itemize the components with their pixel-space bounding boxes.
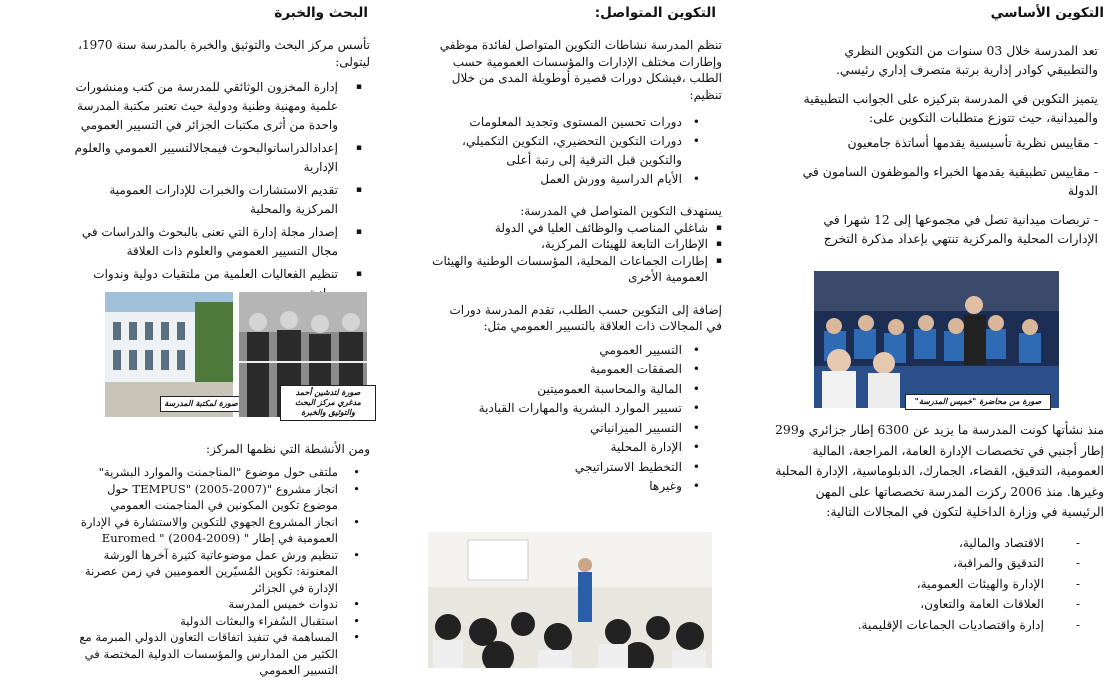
- research-title: البحث والخبرة: [274, 5, 368, 21]
- classroom-photo: [428, 532, 712, 668]
- list-item: ▪ إطارات الجماعات المحلية، المؤسسات الوطنية والهيئات العمومية الأخرى: [430, 253, 722, 286]
- classroom-photo-image: [428, 532, 712, 668]
- research-activities-list: [74, 464, 374, 679]
- list-item: ▪ تنظيم الفعاليات العلمية من ملتقيات دولية وندوات: [74, 265, 374, 303]
- continuing-targets-list: [430, 220, 722, 286]
- list-item: • استقبال السُفراء والبعثات الدولية: [74, 613, 374, 630]
- list-item: - الإدارة والهيئات العمومية،: [770, 574, 1110, 595]
- list-item: ▪ إعدادالدراساتوالبحوث فيمجالالتسيير العمومي والعلوم الإدارية: [74, 139, 374, 177]
- continuing-fields-list: [430, 341, 722, 497]
- list-item: • ندوات خميس المدرسة: [74, 596, 374, 613]
- list-item: - العلاقات العامة والتعاون،: [770, 594, 1110, 615]
- research-column: [74, 0, 374, 307]
- list-item: ▪ إصدار مجلة إدارة التي تعنى بالبحوث والدراسات في مجال التسيير العمومي والعلوم ذات العلاقة: [74, 223, 374, 261]
- list-item: • الأيام الدراسية وورش العمل: [430, 170, 722, 189]
- basic-training-title: التكوين الأساسي: [990, 5, 1104, 21]
- basic-theory-item: - مقاييس نظرية تأسيسية يقدمها أساتذة جامعيون: [847, 135, 1098, 150]
- list-item: • المساهمة في تنفيذ اتفاقات التعاون الدولي المبرمة مع الكثير من المدارس والمؤسسات الدولية المختصة في التسيير العمومي: [74, 629, 374, 679]
- continuing-training-column: [430, 0, 722, 497]
- continuing-request-intro: إضافة إلى التكوين حسب الطلب، تقدم المدرسة دورات في المجالات ذات العلاقة بالتسيير العمومي مثل:: [449, 302, 722, 333]
- list-item: • المالية والمحاسبة العموميتين: [430, 380, 722, 400]
- basic-areas-list: [770, 533, 1110, 636]
- continuing-training-title: التكوين المتواصل:: [594, 5, 716, 21]
- list-item: • تسيير الموارد البشرية والمهارات القيادية: [430, 399, 722, 419]
- continuing-courses-list: [430, 113, 722, 189]
- research-tasks-list: [74, 78, 374, 303]
- list-item: • الصفقات العمومية: [430, 360, 722, 380]
- list-item: • ملتقى حول موضوع "المناجمنت والموارد البشرية": [74, 464, 374, 481]
- library-photo-caption: صورة لمكتبة المدرسة: [160, 396, 242, 412]
- list-item: - إدارة واقتصاديات الجماعات الإقليمية.: [770, 615, 1110, 636]
- basic-intro: تعد المدرسة خلال 03 سنوات من التكوين النظري والتطبيقي كوادر إدارية برتبة متصرف إداري رئيسي.: [835, 43, 1098, 77]
- list-item: • التسيير الميزانياتي: [430, 419, 722, 439]
- list-item: • انجاز مشروع "TEMPUS" (2005-2007) حول موضوع تكوين المكونين في المناجمنت العمومي: [74, 481, 374, 514]
- list-item: • دورات التكوين التحضيري، التكوين التكميلي، والتكوين قبل الترقية إلى رتبة أعلى: [430, 132, 722, 170]
- research-activities-intro: ومن الأنشطة التي نظمها المركز:: [206, 442, 370, 456]
- basic-stats-text: منذ نشأتها كونت المدرسة ما يزيد عن 6300 إطار جزائري و299 إطار أجنبي في تخصصات الإدارة العامة، المراجعة، المالية العمومية، التدقيق، القضاء، الجمارك، الدبلوماسية، الإدارة المحلية وغيرها. منذ 2006 ركزت المدرسة تخصصاتها على المهن الرئيسية في وزارة الداخلية لتكون في المجالات التالية:: [775, 422, 1104, 519]
- continuing-targets-intro: يستهدف التكوين المتواصل في المدرسة:: [520, 204, 722, 218]
- list-item: - الاقتصاد والمالية،: [770, 533, 1110, 554]
- research-intro: تأسس مركز البحث والتوثيق والخبرة بالمدرسة سنة 1970، ليتولى:: [78, 38, 370, 69]
- list-item: ▪ تقديم الاستشارات والخبرات للإدارات العمومية المركزية والمحلية: [74, 181, 374, 219]
- list-item: - التدقيق والمراقبة،: [770, 553, 1110, 574]
- continuing-intro: تنظم المدرسة نشاطات التكوين المتواصل لفائدة موظفي وإطارات مختلف الإدارات والمؤسسات العمومية حسب الطلب ،فيشكل دورات قصيرة أوطويلة المدى من خلال تنظيم:: [439, 38, 722, 102]
- list-item: • انجاز المشروع الجهوي للتكوين والاستشارة في الإدارة العمومية في إطار " Euromed " (2004-2009): [74, 514, 374, 547]
- basic-applied-item: - مقاييس تطبيقية يقدمها الخبراء والموظفون السامون في الدولة: [802, 164, 1098, 198]
- list-item: • الإدارة المحلية: [430, 438, 722, 458]
- basic-para2: يتميز التكوين في المدرسة بتركيزه على الجوانب التطبيقية والميدانية، حيث تتوزع متطلبات التكوين على:: [803, 91, 1098, 125]
- basic-internship-item: - تربصات ميدانية تصل في مجموعها إلى 12 شهرا في الإدارات المحلية والمركزية تنتهي بإعداد مذكرة التخرج: [823, 212, 1098, 246]
- list-item: • وغيرها: [430, 477, 722, 497]
- research-activities-block: [74, 440, 374, 679]
- list-item: ▪ الإطارات التابعة للهيئات المركزية،: [430, 236, 722, 253]
- basic-training-column: [792, 0, 1110, 248]
- list-item: ▪ إدارة المخزون الوثائقي للمدرسة من كتب ومنشورات علمية ومهنية وطنية ودولية حيث تعتبر مكتبة المدرسة واحدة من أثرى مكتبات الجزائر في التسيير العمومي: [74, 78, 374, 135]
- inauguration-photo-caption: صورة لتدشين أحمد مدغري مركز البحث والتوثيق والخبرة: [280, 385, 376, 421]
- lecture-photo-image: [814, 271, 1059, 408]
- lecture-photo-caption: صورة من محاضرة "خميس المدرسة": [905, 394, 1051, 410]
- list-item: • تنظيم ورش عمل موضوعاتية كثيرة آخرها الورشة المعنونة: تكوين المُسيّرين العموميين في زمن عصرنة الإدارة في الجزائر: [74, 547, 374, 597]
- list-item: ▪ شاغلي المناصب والوظائف العليا في الدولة: [430, 220, 722, 237]
- list-item: • التسيير العمومي: [430, 341, 722, 361]
- lecture-photo: [814, 271, 1059, 408]
- list-item: • التخطيط الاستراتيجي: [430, 458, 722, 478]
- list-item: • دورات تحسين المستوى وتجديد المعلومات: [430, 113, 722, 132]
- basic-stats-block: [770, 420, 1110, 635]
